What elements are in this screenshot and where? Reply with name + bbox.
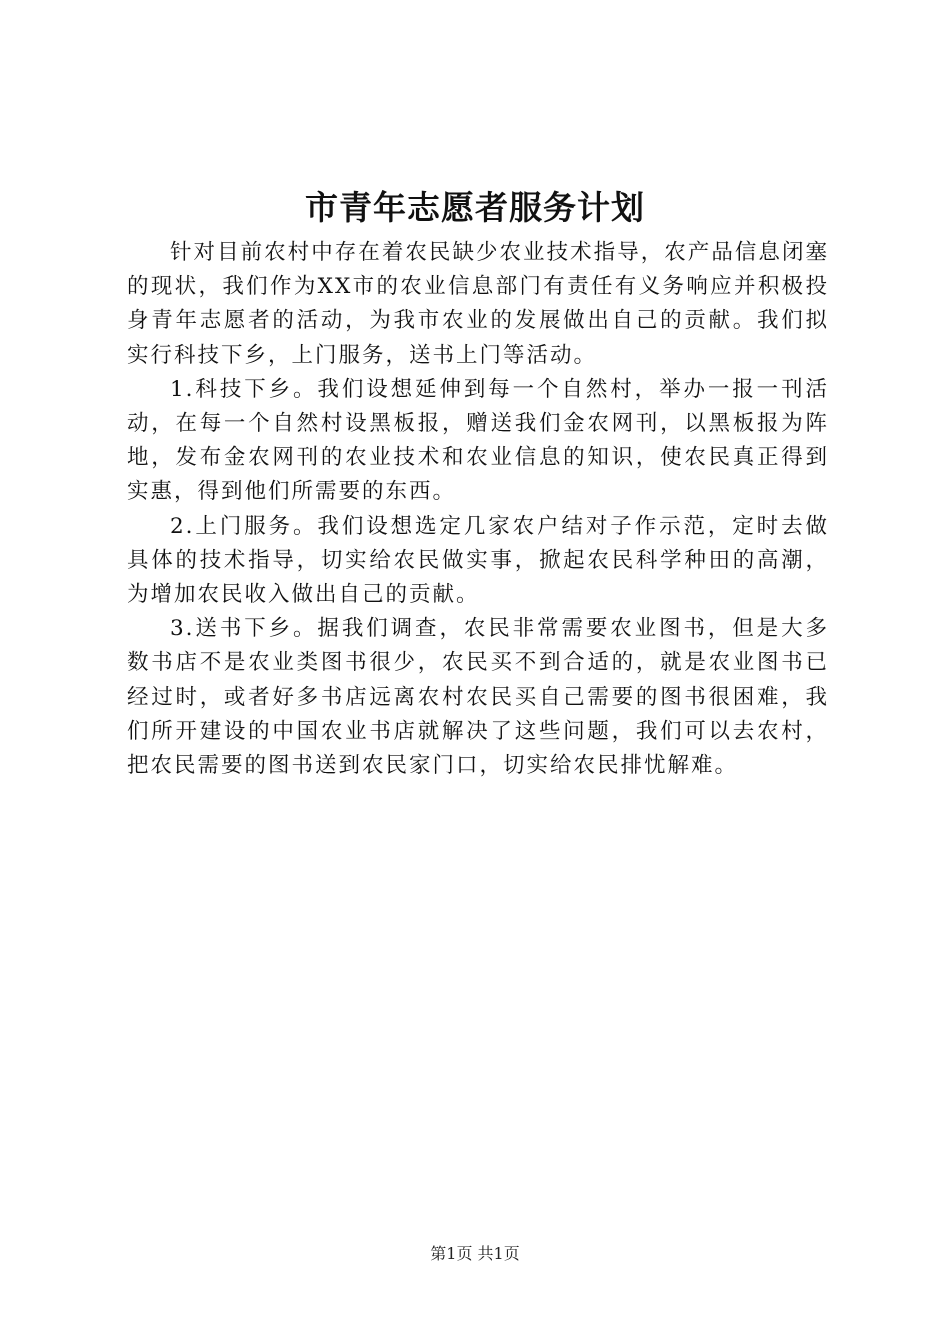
page-footer: 第1页 共1页 (430, 1244, 520, 1263)
paragraph-item-1: 1.科技下乡。我们设想延伸到每一个自然村，举办一报一刊活动，在每一个自然村设黑板报，赠送我们金农网刊，以黑板报为阵地，发布金农网刊的农业技术和农业信息的知识，使农民真正得到实惠，得到他们所需要的东西。 (127, 376, 829, 505)
paragraph-item-3: 3.送书下乡。据我们调查，农民非常需要农业图书，但是大多数书店不是农业类图书很少，农民买不到合适的，就是农业图书已经过时，或者好多书店远离农村农民买自己需要的图书很困难，我们所开建设的中国农业书店就解决了这些问题，我们可以去农村，把农民需要的图书送到农民家门口，切实给农民排忧解难。 (127, 616, 829, 779)
document-title: 市青年志愿者服务计划 (305, 188, 645, 227)
paragraph-item-2: 2.上门服务。我们设想选定几家农户结对子作示范，定时去做具体的技术指导，切实给农民做实事，掀起农民科学种田的高潮，为增加农民收入做出自己的贡献。 (127, 513, 829, 608)
document-body (127, 236, 829, 783)
paragraph-intro: 针对目前农村中存在着农民缺少农业技术指导，农产品信息闭塞的现状，我们作为XX市的农业信息部门有责任有义务响应并积极投身青年志愿者的活动，为我市农业的发展做出自己的贡献。我们拟实行科技下乡，上门服务，送书上门等活动。 (127, 240, 829, 368)
